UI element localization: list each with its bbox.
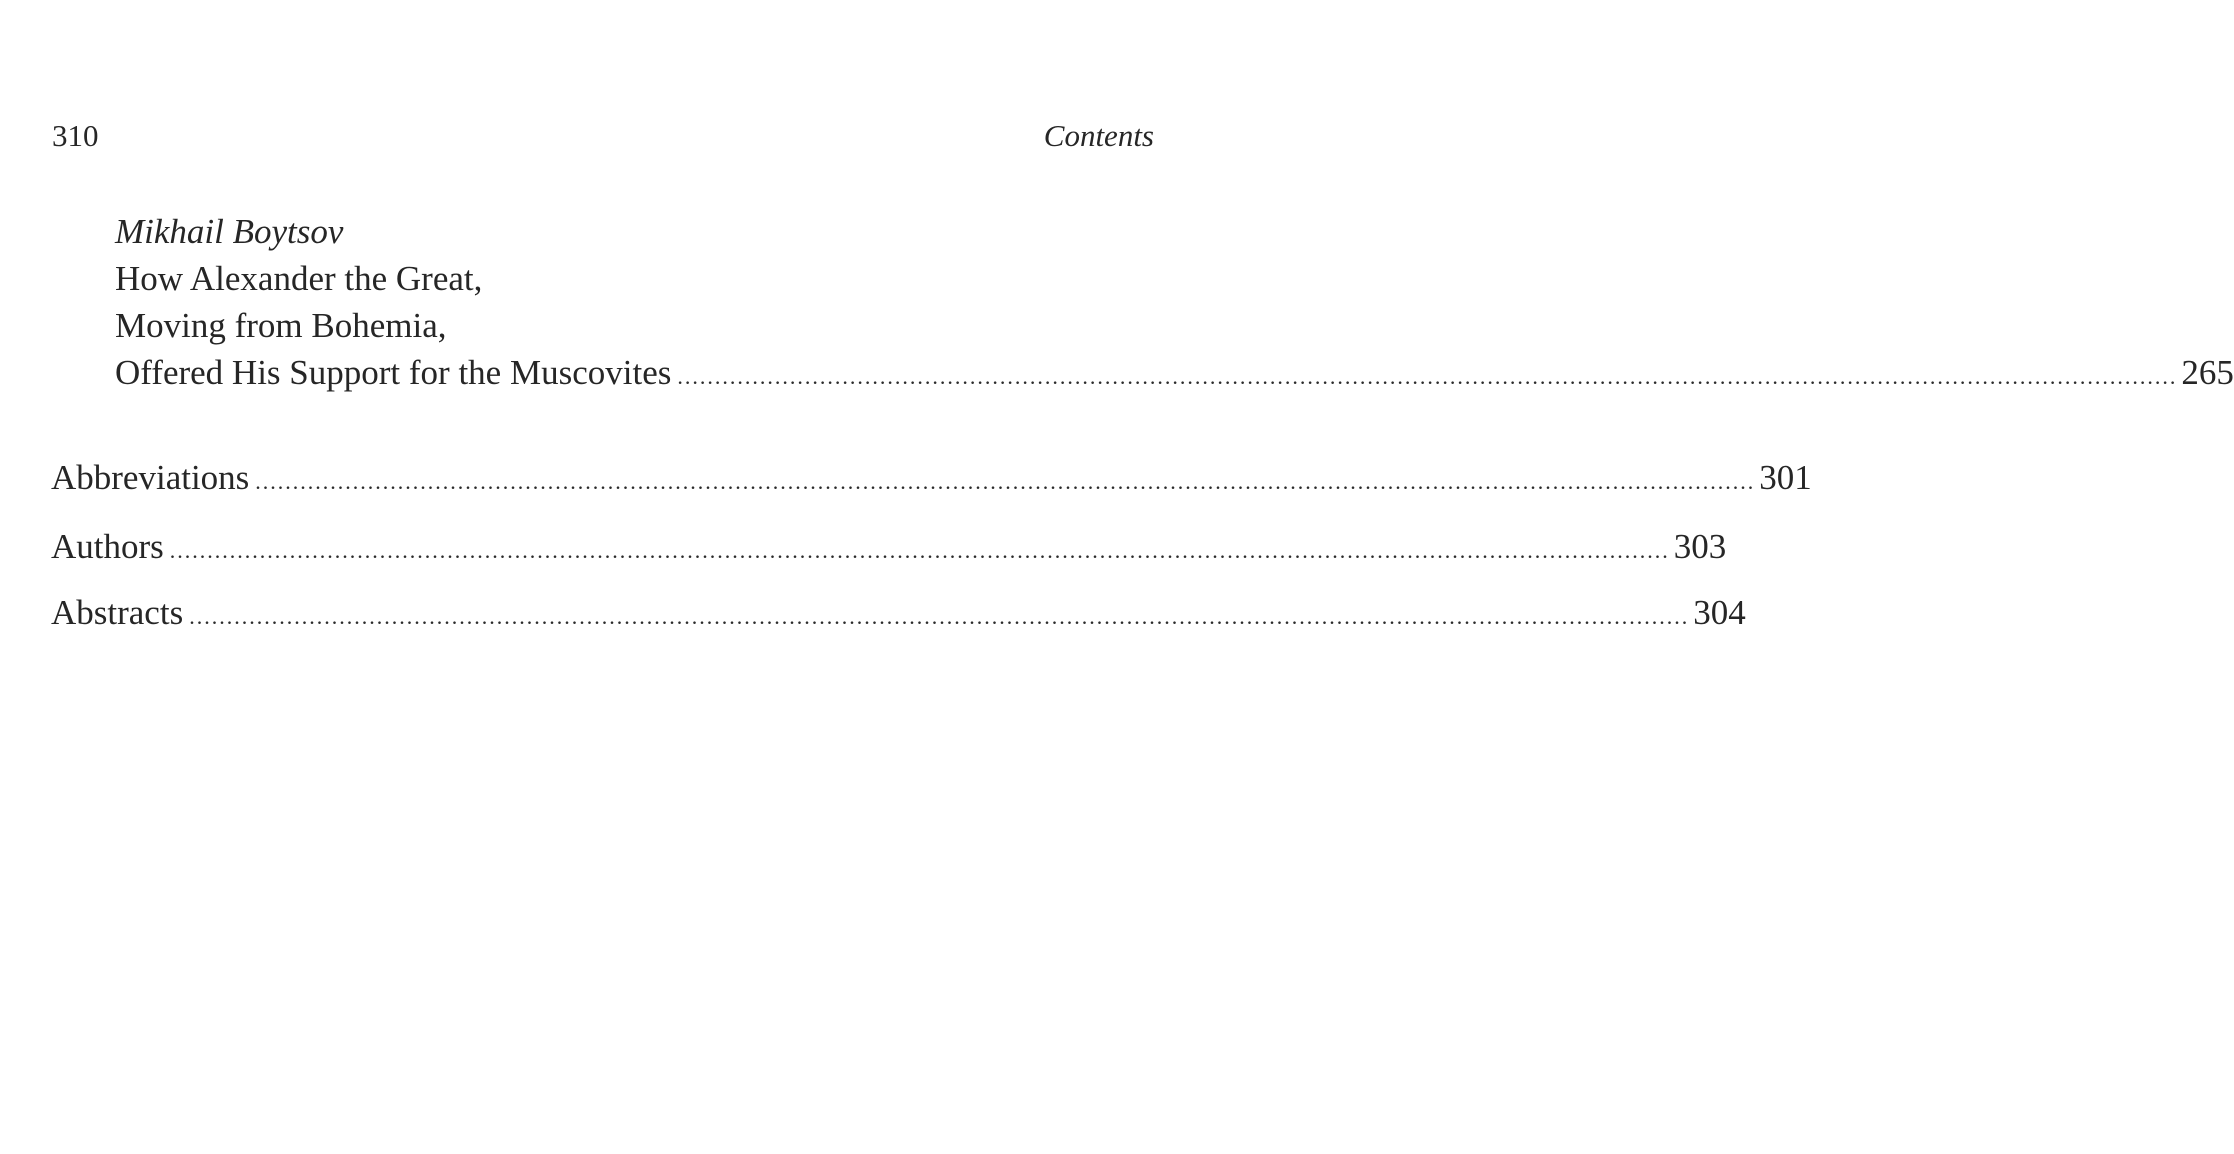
toc-entry-title: Authors	[51, 527, 164, 566]
article-title-line-3-row	[115, 349, 2234, 396]
article-title-line-2: Moving from Bohemia,	[115, 306, 447, 345]
article-page-ref: 265	[2181, 353, 2234, 392]
dot-leader: ........................................................................................................................................................................................................	[169, 538, 1670, 563]
toc-entry-abstracts	[51, 589, 1746, 637]
toc-entry-title: Abstracts	[51, 593, 184, 632]
article-title-line-1: How Alexander the Great,	[115, 259, 483, 298]
toc-entry-authors	[51, 523, 1727, 571]
dot-leader: ........................................................................................................................................................................................................	[255, 469, 1756, 494]
article-title-line-3: Offered His Support for the Muscovites	[115, 353, 672, 392]
toc-entry-page-ref: 304	[1693, 593, 1746, 632]
toc-entry-title: Abbreviations	[51, 458, 250, 497]
running-head	[52, 118, 1154, 162]
dot-leader: ........................................................................................................................................................................................................	[189, 604, 1690, 629]
section-title: Contents	[1043, 118, 1154, 153]
dot-leader: ........................................................................................................................................................................................................	[677, 364, 2178, 389]
article-author: Mikhail Boytsov	[115, 212, 344, 251]
toc-entry-page-ref: 303	[1673, 527, 1727, 566]
page-number: 310	[52, 118, 99, 153]
toc-entry-page-ref: 301	[1759, 458, 1812, 497]
toc-entry-abbreviations	[51, 454, 1812, 502]
toc-entry-article	[115, 208, 2234, 396]
